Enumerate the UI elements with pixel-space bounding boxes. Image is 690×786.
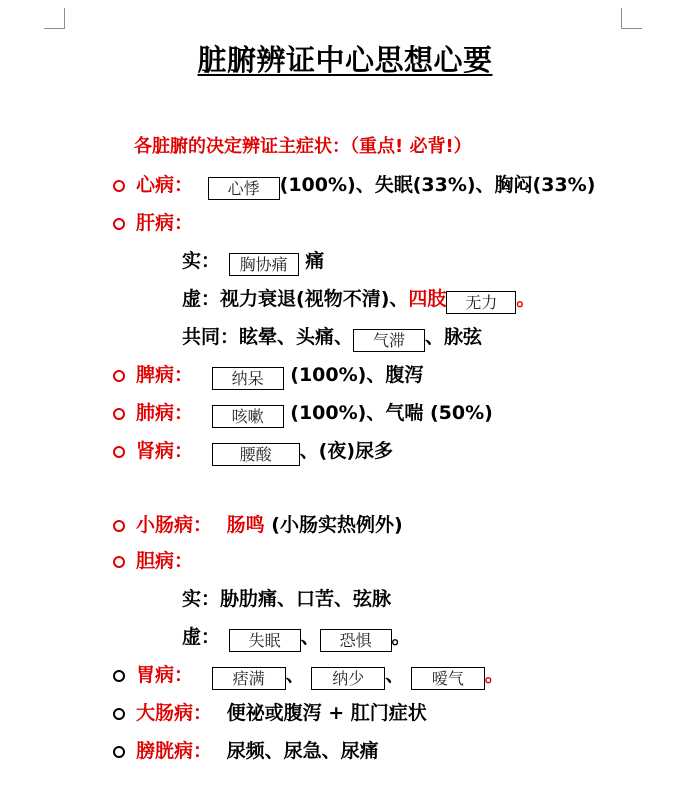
liver-xu-line (182, 287, 535, 314)
bladder-text: 尿频、尿急、尿痛 (226, 740, 379, 762)
bullet-icon (113, 746, 125, 758)
bullet-icon (113, 218, 125, 230)
bullet-icon (113, 556, 125, 568)
heart-rest: (100%)、失眠(33%)、胸闷(33%) (279, 174, 596, 196)
bullet-icon (113, 370, 125, 382)
spleen-line (136, 363, 423, 390)
lung-rest: (100%)、气喘 (50%) (290, 402, 493, 424)
bullet-icon (113, 446, 125, 458)
gallbladder-shi-line (182, 587, 391, 611)
stomach-answer-box-1: 痞满 (212, 667, 286, 690)
liver-shi-line (182, 249, 324, 276)
small-intestine-line (136, 513, 403, 537)
small-intestine-rest: (小肠实热例外) (271, 514, 403, 536)
lung-line (136, 401, 493, 428)
lung-label: 肺病： (136, 402, 194, 424)
spleen-label: 脾病： (136, 364, 194, 386)
liver-common-text: 眩晕、头痛、 (239, 326, 354, 348)
stomach-sep-1: 、 (285, 664, 305, 686)
subtitle: 各脏腑的决定辨证主症状：（重点! 必背!） (134, 136, 472, 157)
liver-xu-answer-box: 无力 (446, 291, 516, 314)
liver-xu-red-text: 四肢 (408, 288, 447, 310)
small-intestine-label: 小肠病： (136, 514, 213, 536)
gallbladder-shi-label: 实： (182, 588, 221, 610)
bullet-icon (113, 408, 125, 420)
liver-shi-rest: 痛 (305, 250, 325, 272)
bladder-label: 膀胱病： (136, 740, 213, 762)
liver-xu-end: 。 (516, 288, 536, 310)
gallbladder-xu-label: 虚： (182, 626, 221, 648)
kidney-line (136, 439, 393, 466)
page-corner-mark-top-right (621, 8, 642, 29)
liver-common-label: 共同： (182, 326, 240, 348)
kidney-answer-box: 腰酸 (212, 443, 300, 466)
bullet-icon (113, 520, 125, 532)
spleen-rest: (100%)、腹泻 (290, 364, 424, 386)
large-intestine-line (136, 701, 427, 725)
gallbladder-xu-end: 。 (391, 626, 411, 648)
page-corner-mark-top-left (44, 8, 65, 29)
stomach-sep-2: 、 (385, 664, 405, 686)
bullet-icon (113, 708, 125, 720)
bullet-icon (113, 670, 125, 682)
bullet-icon (113, 180, 125, 192)
small-intestine-red-text: 肠鸣 (226, 514, 265, 536)
document-title: 脏腑辨证中心思想心要 (197, 43, 493, 77)
stomach-line (136, 663, 504, 690)
liver-xu-text: 视力衰退(视物不清)、 (220, 288, 409, 310)
liver-common-rest: 、脉弦 (425, 326, 483, 348)
liver-common-line (182, 325, 482, 352)
heart-label: 心病： (136, 174, 194, 196)
heart-answer-box: 心悸 (208, 177, 280, 200)
liver-label: 肝病： (136, 212, 194, 234)
spleen-answer-box: 纳呆 (212, 367, 284, 390)
large-intestine-label: 大肠病： (136, 702, 213, 724)
bladder-line (136, 739, 379, 763)
stomach-end: 。 (484, 664, 504, 686)
liver-shi-answer-box: 胸协痛 (229, 253, 299, 276)
liver-shi-label: 实： (182, 250, 221, 272)
gallbladder-xu-sep: 、 (300, 626, 320, 648)
gallbladder-label: 胆病： (136, 550, 194, 572)
gallbladder-xu-answer-box-1: 失眠 (229, 629, 301, 652)
liver-common-answer-box: 气滞 (353, 329, 425, 352)
stomach-answer-box-3: 嗳气 (411, 667, 485, 690)
kidney-label: 肾病： (136, 440, 194, 462)
lung-answer-box: 咳嗽 (212, 405, 284, 428)
kidney-rest: 、(夜)尿多 (299, 440, 394, 462)
liver-xu-label: 虚： (182, 288, 221, 310)
stomach-answer-box-2: 纳少 (311, 667, 385, 690)
gallbladder-xu-line (182, 625, 411, 652)
heart-line (136, 173, 595, 200)
gallbladder-shi-text: 胁肋痛、口苦、弦脉 (220, 588, 392, 610)
gallbladder-xu-answer-box-2: 恐惧 (320, 629, 392, 652)
large-intestine-text: 便祕或腹泻 + 肛门症状 (226, 702, 427, 724)
stomach-label: 胃病： (136, 664, 194, 686)
